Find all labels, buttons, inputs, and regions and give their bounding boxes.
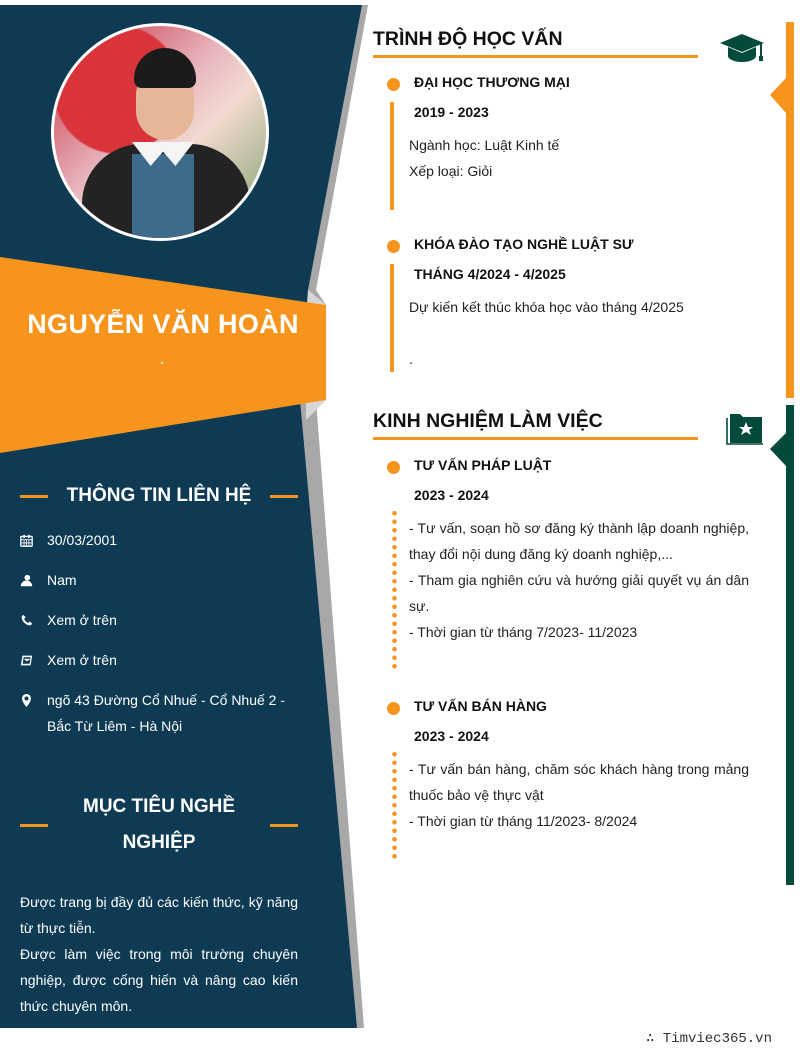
objective-paragraph: Được trang bị đầy đủ các kiến thức, kỹ năng từ thực tiễn. xyxy=(20,894,298,936)
experience-line: - Tư vấn, soạn hồ sơ đăng ký thành lập doanh nghiệp, thay đổi nội dung đăng ký doanh nghiệp,... xyxy=(409,520,749,562)
experience-position: TƯ VẤN PHÁP LUẬT xyxy=(414,457,552,473)
contact-gender: Nam xyxy=(47,572,77,588)
experience-line: - Thời gian từ tháng 7/2023- 11/2023 xyxy=(409,624,638,640)
experience-period: 2023 - 2024 xyxy=(414,487,489,503)
experience-item xyxy=(387,696,757,834)
education-school: KHÓA ĐÀO TẠO NGHỀ LUẬT SƯ xyxy=(414,236,634,252)
candidate-name: NGUYỄN VĂN HOÀN xyxy=(27,309,299,339)
heading-dash-right xyxy=(270,495,298,498)
timeline-dotted-line xyxy=(392,750,397,860)
contact-list xyxy=(20,527,305,753)
education-side-arrow xyxy=(770,78,786,113)
education-description xyxy=(409,294,757,372)
experience-item xyxy=(387,455,757,645)
heading-dash-left xyxy=(20,824,48,827)
phone-icon xyxy=(20,607,47,633)
timeline-line xyxy=(390,264,394,372)
timeline-dotted-line xyxy=(392,509,397,669)
experience-line: - Thời gian từ tháng 11/2023- 8/2024 xyxy=(409,813,638,829)
education-line: Xếp loại: Giỏi xyxy=(409,163,493,179)
education-item xyxy=(387,72,757,184)
experience-line: - Tư vấn bán hàng, chăm sóc khách hàng trong mảng thuốc bảo vệ thực vật xyxy=(409,761,749,803)
objective-paragraph: Được làm việc trong môi trường chuyên nghiệp, được cống hiến và nâng cao kiến thức chuyên môn. xyxy=(20,946,298,1014)
heading-dash-left xyxy=(20,495,48,498)
graduation-cap-icon xyxy=(720,32,764,64)
contact-item-phone xyxy=(20,607,305,633)
objective-heading-text xyxy=(48,789,270,861)
profile-photo xyxy=(51,23,269,241)
education-side-bar xyxy=(786,22,794,398)
contact-address: ngõ 43 Đường Cổ Nhuế - Cổ Nhuế 2 - Bắc Từ Liêm - Hà Nội xyxy=(47,692,286,734)
contact-item-email xyxy=(20,647,305,673)
objective-heading-line2: NGHIỆP xyxy=(122,832,196,853)
education-line: . xyxy=(409,351,413,367)
timeline-bullet xyxy=(387,702,400,715)
experience-side-arrow xyxy=(770,433,786,466)
objective-heading-line1: MỤC TIÊU NGHỀ xyxy=(83,796,235,817)
candidate-subtitle xyxy=(161,362,163,364)
experience-description xyxy=(409,756,749,834)
contact-birthday: 30/03/2001 xyxy=(47,532,118,548)
timeline-bullet xyxy=(387,461,400,474)
contact-email: Xem ở trên xyxy=(47,652,117,668)
timeline-bullet xyxy=(387,78,400,91)
education-title: TRÌNH ĐỘ HỌC VẤN xyxy=(373,28,698,58)
contact-heading xyxy=(20,478,298,514)
education-school: ĐẠI HỌC THƯƠNG MẠI xyxy=(414,74,570,90)
contact-item-address xyxy=(20,687,305,739)
education-item xyxy=(387,234,757,372)
education-period: THÁNG 4/2024 - 4/2025 xyxy=(414,266,566,282)
education-line: Dự kiến kết thúc khóa học vào tháng 4/2025 xyxy=(409,299,684,315)
contact-item-birthday xyxy=(20,527,305,553)
heading-dash-right xyxy=(270,824,298,827)
experience-side-bar xyxy=(786,405,794,885)
experience-title: KINH NGHIỆM LÀM VIỆC xyxy=(373,410,698,440)
contact-heading-text: THÔNG TIN LIÊN HỆ xyxy=(66,485,252,506)
calendar-icon xyxy=(20,527,47,553)
user-icon xyxy=(20,567,47,593)
education-description xyxy=(409,132,757,184)
email-icon xyxy=(20,647,47,673)
education-period: 2019 - 2023 xyxy=(414,104,489,120)
contact-phone: Xem ở trên xyxy=(47,612,117,628)
watermark[interactable]: ∴ Timviec365.vn xyxy=(645,1031,772,1047)
photo-hair xyxy=(134,48,196,88)
experience-period: 2023 - 2024 xyxy=(414,728,489,744)
contact-item-gender xyxy=(20,567,305,593)
education-line: Ngành học: Luật Kinh tế xyxy=(409,137,560,153)
objective-text xyxy=(20,889,298,1019)
photo-sweater xyxy=(132,154,194,241)
timeline-line xyxy=(390,102,394,210)
experience-description xyxy=(409,515,749,645)
timeline-bullet xyxy=(387,240,400,253)
folder-star-icon xyxy=(725,412,765,446)
experience-position: TƯ VẤN BÁN HÀNG xyxy=(414,698,547,714)
experience-line: - Tham gia nghiên cứu và hướng giải quyết vụ án dân sự. xyxy=(409,572,749,614)
education-line xyxy=(409,320,757,346)
objective-heading xyxy=(20,789,298,861)
location-icon xyxy=(20,687,47,713)
